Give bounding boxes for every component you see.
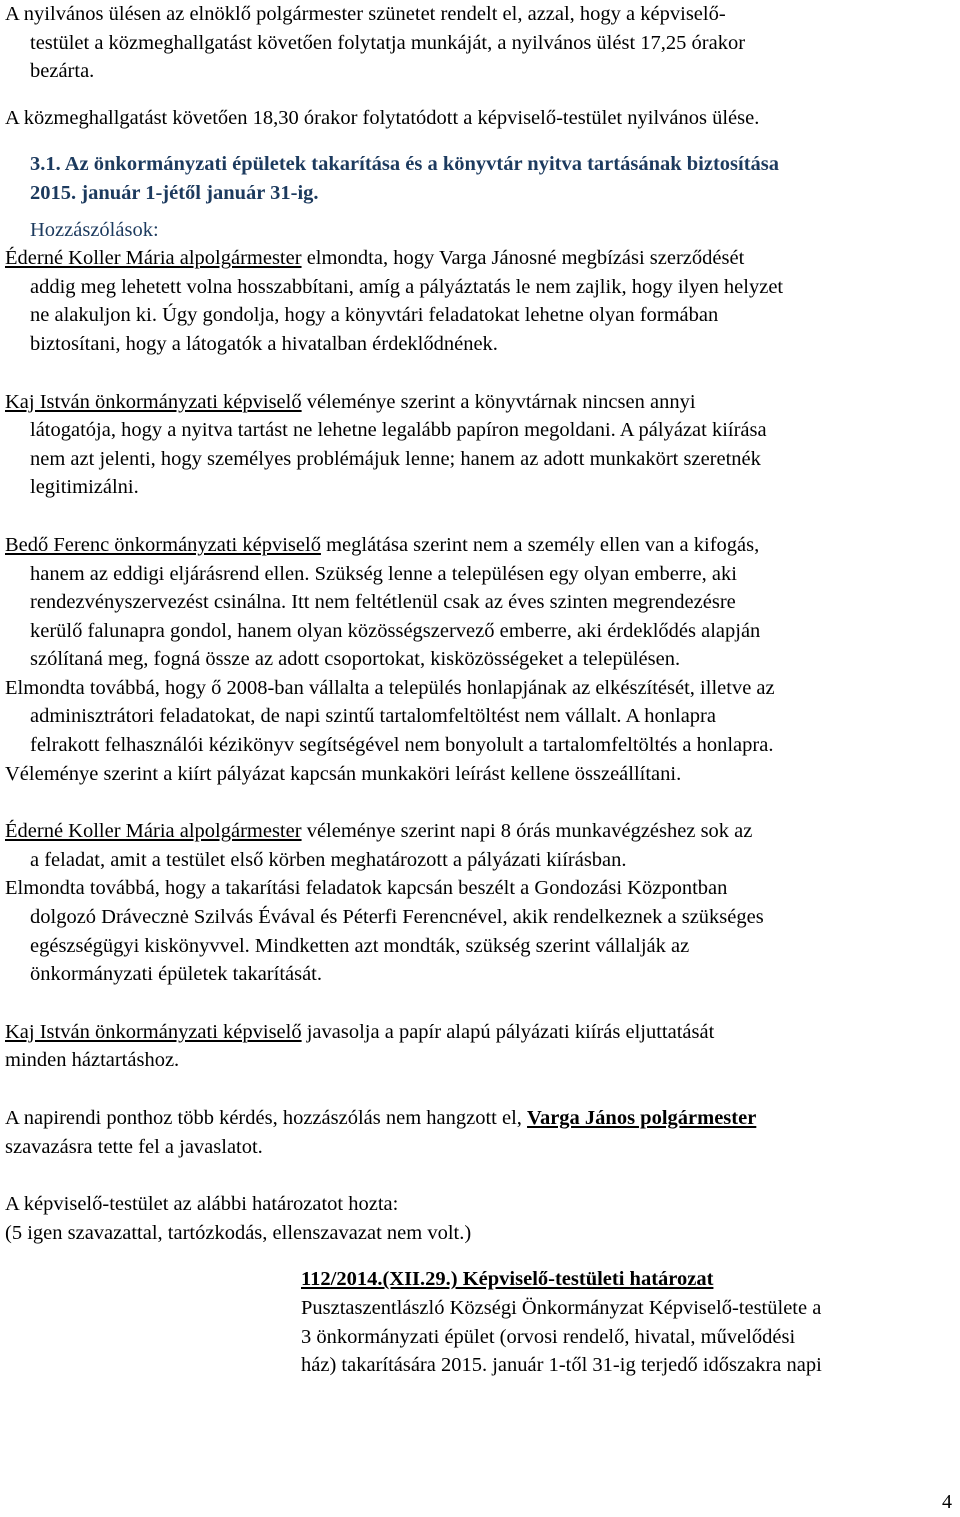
text-line: szólítaná meg, fogná össze az adott csoportokat, kisközösségeket a településen. [30, 648, 681, 671]
vote-call-paragraph [5, 1104, 955, 1161]
text-line: szavazásra tette fel a javaslatot. [5, 1135, 263, 1158]
text-line: adminisztrátori feladatokat, de napi szintű tartalomfeltöltést nem vállalt. A honlapra [30, 705, 716, 728]
text-line: a feladat, amit a testület első körben meghatározott a pályázati kiírásban. [30, 848, 627, 871]
text-line: véleménye szerint napi 8 órás munkavégzéshez sok az [301, 820, 753, 843]
comment-paragraph [5, 817, 955, 989]
text-line: bezárta. [30, 60, 95, 83]
speaker-name: Éderné Koller Mária alpolgármester [5, 247, 302, 270]
text-line: látogatója, hogy a nyitva tartást ne lehetne legalább papíron megoldani. A pályázat kiírása [30, 419, 767, 442]
text-line: (5 igen szavazattal, tartózkodás, ellenszavazat nem volt.) [5, 1221, 472, 1244]
text-line: véleménye szerint a könyvtárnak nincsen annyi [301, 390, 696, 413]
text-line: Pusztaszentlászló Községi Önkormányzat Képviselő-testülete a [301, 1296, 822, 1319]
text-line: addig meg lehetett volna hosszabbítani, amíg a pályáztatás le nem zajlik, hogy ilyen helyzet [30, 275, 784, 298]
text-line: Elmondta továbbá, hogy a takarítási feladatok kapcsán beszélt a Gondozási Központban [5, 877, 728, 900]
paragraph-session-break [5, 0, 955, 86]
resolution-text [301, 1294, 955, 1380]
text-line: kerülő falunapra gondol, hanem olyan közösségszervező emberre, aki érdeklődés alapján [30, 619, 761, 642]
text-line: hanem az eddigi eljárásrend ellen. Szükség lenne a településen egy olyan emberre, aki [30, 562, 737, 585]
text-line: A napirendi ponthoz több kérdés, hozzászólás nem hangzott el, [5, 1107, 528, 1129]
comments-heading: Hozzászólások: [30, 218, 159, 241]
text-line: meglátása szerint nem a személy ellen van a kifogás, [320, 533, 760, 556]
speaker-name: Varga János polgármester [527, 1107, 757, 1129]
speaker-name: Bedő Ferenc önkormányzati képviselő [5, 533, 321, 556]
text-line: rendezvényszervezést csinálna. Itt nem feltétlenül csak az éves szinten megrendezésre [30, 591, 736, 614]
comment-paragraph [5, 244, 955, 358]
resolution-block [301, 1265, 955, 1379]
text-line: A képviselő-testület az alábbi határozatot hozta: [5, 1193, 399, 1216]
text-line: egészségügyi kiskönyvvel. Mindketten azt mondták, szükség szerint vállalják az [30, 934, 690, 957]
section-heading [5, 150, 955, 207]
section-heading-line: 3.1. Az önkormányzati épületek takarítása és a könyvtár nyitva tartásának biztosítása [30, 153, 780, 176]
speaker-name: Éderné Koller Mária alpolgármester [5, 820, 302, 843]
text-line: ne alakuljon ki. Úgy gondolja, hogy a könyvtári feladatokat lehetne olyan formában [30, 304, 719, 327]
paragraph-session-resume [5, 104, 955, 133]
text-line: ház) takarítására 2015. január 1-től 31-ig terjedő időszakra napi [301, 1354, 822, 1377]
speaker-name: Kaj István önkormányzati képviselő [5, 390, 302, 413]
text-line: A nyilvános ülésen az elnöklő polgármester szünetet rendelt el, azzal, hogy a képviselő- [5, 3, 726, 25]
page-number: 4 [942, 1491, 952, 1513]
text-line: A közmeghallgatást követően 18,30 órakor folytatódott a képviselő-testület nyilvános ülése. [5, 106, 760, 129]
text-line: 3 önkormányzati épület (orvosi rendelő, hivatal, művelődési [301, 1325, 796, 1348]
text-line: elmondta, hogy Varga Jánosné megbízási szerződését [301, 247, 745, 270]
section-heading-line: 2015. január 1-jétől január 31-ig. [30, 181, 319, 204]
text-line: Elmondta továbbá, hogy ő 2008-ban vállalta a település honlapjának az elkészítését, illetve az [5, 676, 775, 699]
text-line: minden háztartáshoz. [5, 1049, 180, 1072]
decision-paragraph [5, 1190, 955, 1247]
document-body [5, 0, 955, 1380]
text-line: testület a közmeghallgatást követően folytatja munkáját, a nyilvános ülést 17,25 órakor [30, 31, 746, 54]
resolution-title: 112/2014.(XII.29.) Képviselő-testületi határozat [301, 1268, 714, 1291]
comment-paragraph [5, 1018, 955, 1075]
text-line: legitimizálni. [30, 476, 139, 499]
speaker-name: Kaj István önkormányzati képviselő [5, 1020, 302, 1043]
text-line: nem azt jelenti, hogy személyes problémájuk lenne; hanem az adott munkakört szeretnék [30, 447, 761, 470]
resolution-title-row [301, 1265, 955, 1294]
text-line: felrakott felhasználói kézikönyv segítségével nem bonyolult a tartalomfeltöltés a honlapra. [30, 734, 774, 757]
text-line: Véleménye szerint a kiírt pályázat kapcsán munkaköri leírást kellene összeállítani. [5, 762, 682, 785]
text-line: biztosítani, hogy a látogatók a hivatalban érdeklődnének. [30, 332, 498, 355]
comments-heading-row [5, 216, 955, 245]
comment-paragraph [5, 388, 955, 502]
text-line: dolgozó Drávecznė Szilvás Évával és Péterfi Ferencnével, akik rendelkeznek a szükséges [30, 906, 764, 929]
text-line: javasolja a papír alapú pályázati kiírás eljuttatását [301, 1020, 715, 1043]
comment-paragraph [5, 531, 955, 788]
text-line: önkormányzati épületek takarítását. [30, 963, 323, 986]
